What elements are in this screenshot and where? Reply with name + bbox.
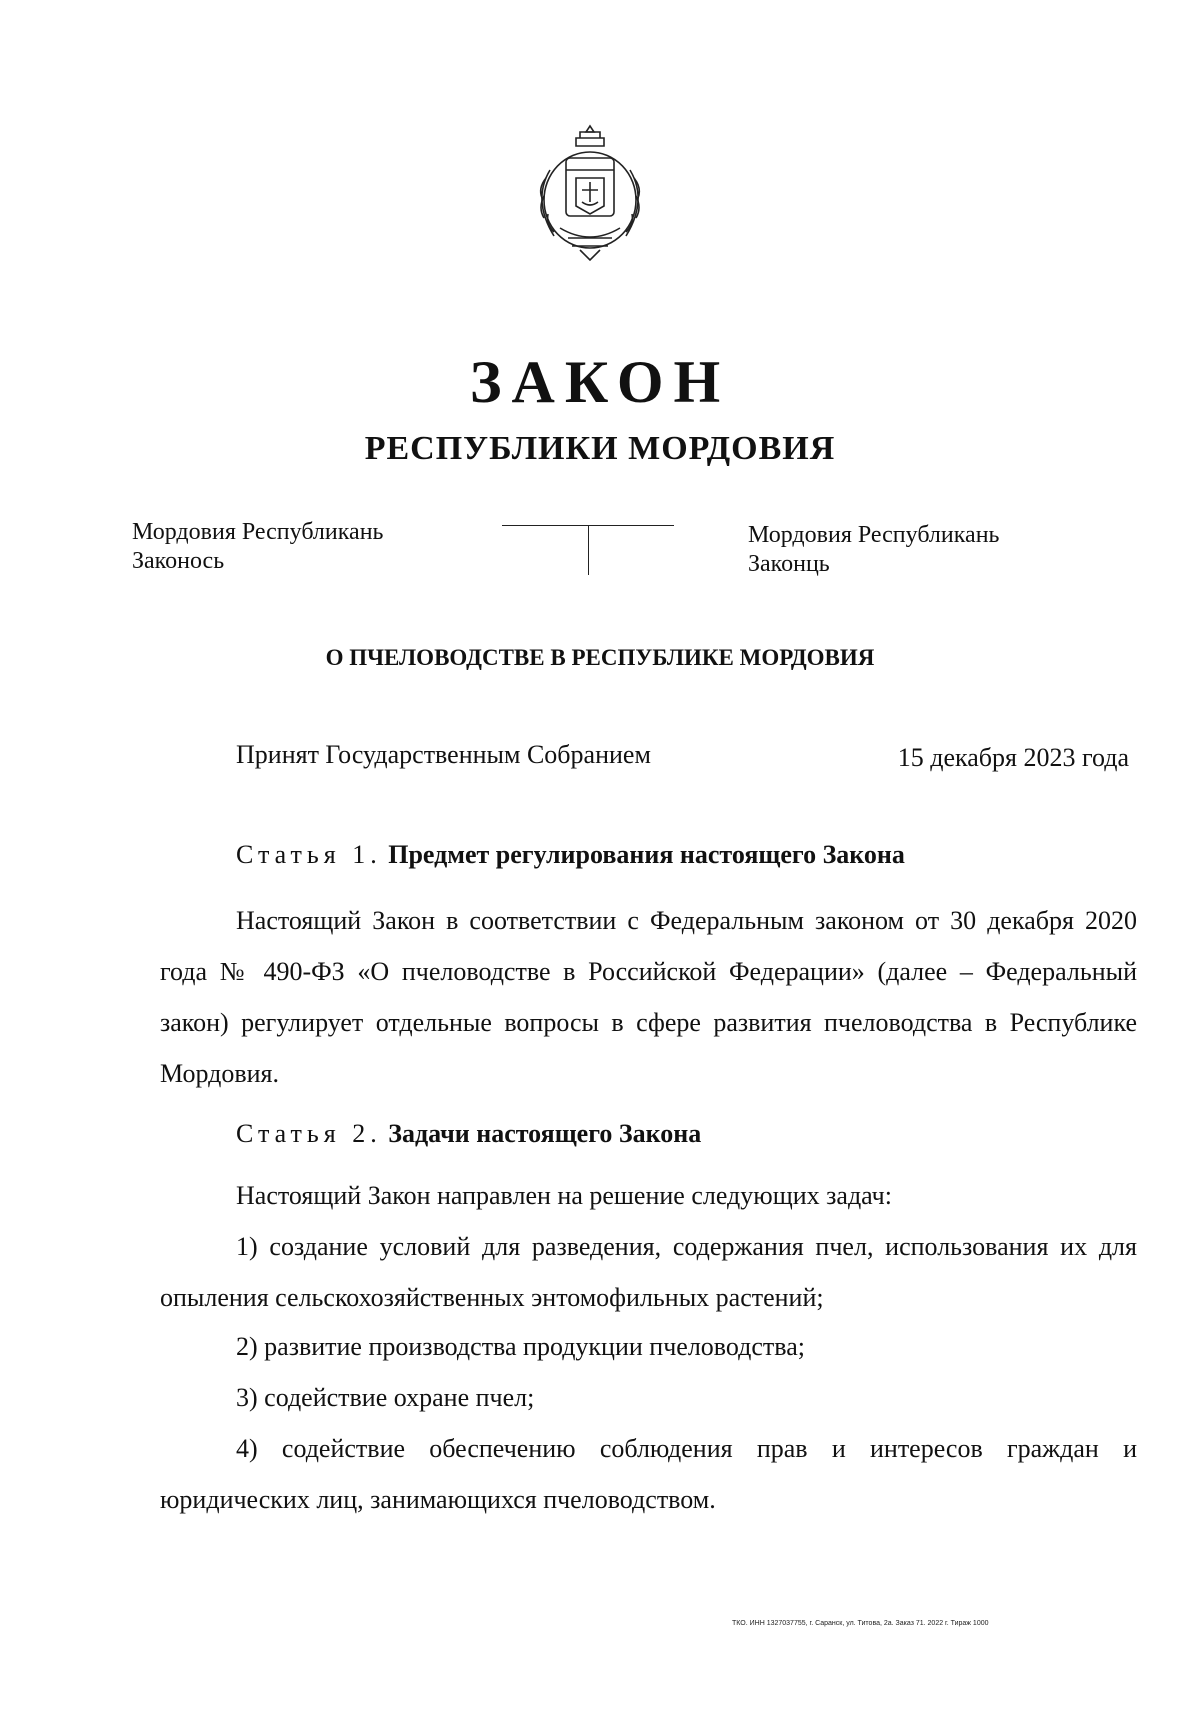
moksha-heading-line2: Законось <box>132 548 225 574</box>
adoption-statement: Принят Государственным Собранием <box>236 740 651 769</box>
article-2-item-3: 3) содействие охране пчел; <box>236 1383 535 1412</box>
moksha-heading <box>132 518 383 576</box>
article-1-label: Статья 1. <box>236 840 382 869</box>
document-title: ЗАКОН <box>469 349 731 415</box>
article-2-item-1: 1) создание условий для разведения, содержания пчел, использования их для опыления сельскохозяйственных энтомофильных растений; <box>160 1232 1137 1312</box>
adoption-date: 15 декабря 2023 года <box>897 743 1129 772</box>
article-2-item-2: 2) развитие производства продукции пчеловодства; <box>236 1332 805 1361</box>
article-2-label: Статья 2. <box>236 1119 382 1148</box>
document-subtitle: РЕСПУБЛИКИ МОРДОВИЯ <box>364 430 836 467</box>
article-1-title: Предмет регулирования настоящего Закона <box>388 840 905 869</box>
registration-frame-divider <box>588 525 589 575</box>
article-2-intro: Настоящий Закон направлен на решение следующих задач: <box>236 1181 892 1210</box>
article-2-title: Задачи настоящего Закона <box>388 1119 702 1148</box>
erzya-heading <box>748 521 999 579</box>
law-title: О ПЧЕЛОВОДСТВЕ В РЕСПУБЛИКЕ МОРДОВИЯ <box>325 645 875 670</box>
erzya-heading-line1: Мордовия Республикань <box>748 522 1000 548</box>
article-1-heading <box>236 842 905 868</box>
article-1-paragraph-1: Настоящий Закон в соответствии с Федеральным законом от 30 декабря 2020 года № 490-ФЗ «О пчеловодстве в Российской Федерации» (далее – Федеральный закон) регулирует отдельные вопросы в сфере развития пчеловодства в Республике Мордовия. <box>160 906 1137 1088</box>
article-2-heading <box>236 1121 701 1147</box>
article-2-item-4: 4) содействие обеспечению соблюдения прав и интересов граждан и юридических лиц, занимающихся пчеловодством. <box>160 1434 1137 1514</box>
erzya-heading-line2: Законць <box>748 551 830 577</box>
registration-frame <box>502 525 674 575</box>
moksha-heading-line1: Мордовия Республикань <box>132 519 384 545</box>
printing-imprint: ТКО. ИНН 1327037755, г. Саранск, ул. Титова, 2а. Заказ 71. 2022 г. Тираж 1000 <box>732 1620 989 1627</box>
coat-of-arms-emblem <box>520 118 660 268</box>
